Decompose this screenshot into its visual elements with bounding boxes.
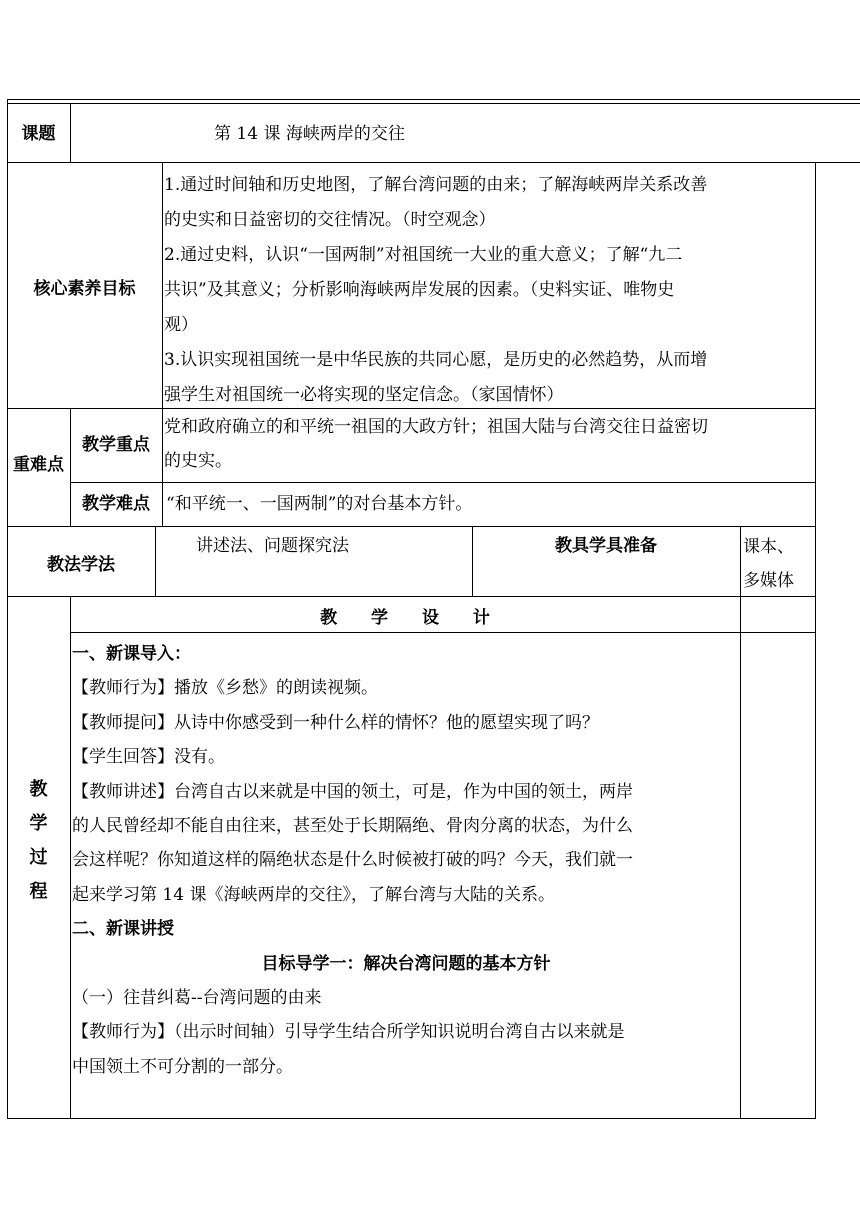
focus-label: 教学重点: [82, 435, 150, 455]
row-divider: [7, 596, 815, 597]
difficulty-label: 教学难点: [82, 494, 150, 514]
col-divider: [162, 162, 163, 526]
core-goals-text: [164, 168, 814, 413]
table-bottom-border: [7, 1118, 815, 1119]
core-goals-label: 核心素养目标: [33, 279, 136, 299]
process-content: [72, 637, 740, 1084]
goal-line: 观）: [164, 315, 198, 335]
process-line: 【教师行为】播放《乡愁》的朗读视频。: [72, 678, 378, 699]
focus-line: 党和政府确立的和平统一祖国的大政方针；祖国大陆与台湾交往日益密切: [164, 417, 708, 437]
methods-value: 讲述法、问题探究法: [196, 536, 349, 556]
process-line: 一、新课导入：: [72, 644, 191, 664]
lesson-title: 第 14 课 海峡两岸的交往: [214, 124, 405, 144]
goal-line: 1.通过时间轴和历史地图，了解台湾问题的由来；了解海峡两岸关系改善: [164, 175, 708, 195]
focus-line: 的史实。: [164, 451, 232, 471]
difficulty-text: “和平统一、一国两制”的对台基本方针。: [166, 494, 473, 514]
process-line: 【学生回答】没有。: [72, 747, 225, 768]
key-points-label: 重难点: [13, 455, 64, 475]
tools-label: 教具学具准备: [555, 536, 657, 556]
process-line: 【教师讲述】台湾自古以来就是中国的领土，可是，作为中国的领土，两岸: [72, 781, 633, 802]
goal-line: 的史实和日益密切的交往情况。（时空观念）: [164, 210, 496, 230]
col-divider: [740, 526, 741, 596]
table-top-border: [7, 99, 860, 100]
row-divider: [7, 162, 860, 163]
tools-line-1: 课本、: [743, 537, 794, 557]
process-line: 【教师行为】（出示时间轴）引导学生结合所学知识说明台湾自古以来就是: [72, 1022, 625, 1043]
tools-line-2: 多媒体: [743, 571, 794, 591]
goal-line: 共识”及其意义；分析影响海峡两岸发展的因素。（史料实证、唯物史: [164, 280, 675, 300]
process-line: 会这样呢？你知道这样的隔绝状态是什么时候被打破的吗？今天，我们就一: [72, 850, 633, 871]
process-line: 【教师提问】从诗中你感受到一种什么样的情怀？他的愿望实现了吗？: [72, 712, 599, 733]
lesson-label: 课题: [21, 124, 56, 144]
col-divider: [740, 596, 741, 1118]
process-line: 的人民曾经却不能自由往来，甚至处于长期隔绝、骨肉分离的状态，为什么: [72, 816, 633, 837]
row-divider: [70, 482, 815, 483]
process-line: 目标导学一：解决台湾问题的基本方针: [261, 953, 551, 974]
goal-line: 3.认识实现祖国统一是中华民族的共同心愿，是历史的必然趋势，从而增: [164, 350, 708, 370]
table-left-border: [7, 99, 8, 1119]
goal-line: 强学生对祖国统一必将实现的坚定信念。（家国情怀）: [164, 385, 564, 405]
process-line: 中国领土不可分割的一部分。: [72, 1056, 293, 1077]
process-line: 二、新课讲授: [72, 919, 174, 940]
col-divider: [70, 103, 71, 162]
process-line: （一）往昔纠葛--台湾问题的由来: [72, 988, 322, 1009]
goal-line: 2.通过史料，认识“一国两制”对祖国统一大业的重大意义；了解“九二: [164, 245, 683, 265]
col-divider: [70, 596, 71, 1118]
col-divider: [155, 526, 156, 596]
process-line: 起来学习第 14 课《海峡两岸的交往》，了解台湾与大陆的关系。: [72, 884, 555, 905]
design-title: 教 学 设 计: [320, 608, 490, 628]
table-top-border-inner: [7, 103, 860, 104]
focus-text: [164, 410, 814, 478]
row-divider: [7, 526, 815, 527]
process-side-label: 教 学 过 程: [29, 779, 48, 902]
table-right-border: [815, 162, 816, 1119]
methods-label: 教法学法: [47, 555, 115, 575]
